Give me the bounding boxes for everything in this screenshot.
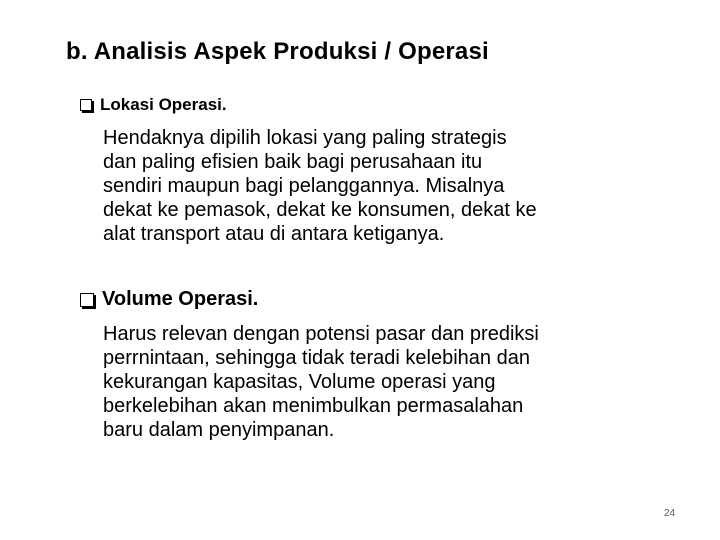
body-line: sendiri maupun bagi pelanggannya. Misalnya: [103, 175, 505, 197]
body-line: perrnintaan, sehingga tidak teradi kelebihan dan: [103, 347, 530, 369]
section-lokasi-heading-row: [80, 95, 227, 115]
section-lokasi-body: [103, 126, 663, 246]
slide-title: b. Analisis Aspek Produksi / Operasi: [66, 38, 489, 65]
body-line: dan paling efisien baik bagi perusahaan itu: [103, 151, 483, 173]
body-line: baru dalam penyimpanan.: [103, 419, 335, 441]
section-heading: Lokasi Operasi.: [100, 95, 227, 114]
body-line: Hendaknya dipilih lokasi yang paling strategis: [103, 127, 507, 149]
checkbox-bullet-icon: [80, 99, 92, 111]
body-line: kekurangan kapasitas, Volume operasi yang: [103, 371, 496, 393]
section-heading: Volume Operasi.: [102, 288, 259, 310]
page-number: 24: [664, 508, 676, 519]
body-line: alat transport atau di antara ketiganya.: [103, 223, 445, 245]
body-line: berkelebihan akan menimbulkan permasalahan: [103, 395, 524, 417]
section-volume-heading-row: [80, 288, 258, 311]
body-line: dekat ke pemasok, dekat ke konsumen, dekat ke: [103, 199, 537, 221]
body-line: Harus relevan dengan potensi pasar dan prediksi: [103, 323, 539, 345]
section-volume-body: [103, 322, 663, 442]
checkbox-bullet-icon: [80, 293, 94, 307]
